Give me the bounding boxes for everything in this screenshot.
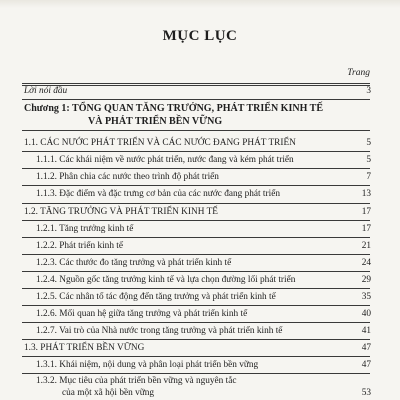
divider <box>22 305 370 306</box>
divider <box>22 356 370 357</box>
toc-entry-label: 1.2.6. Mối quan hệ giữa tăng trưởng và phát triển kinh tế <box>36 309 248 319</box>
toc-entry-label: 1.3.1. Khái niệm, nội dung và phân loại phát triển bền vững <box>36 360 259 370</box>
header-rule <box>22 83 370 86</box>
toc-entry-label: 1.2.4. Nguồn gốc tăng trưởng kinh tế và lựa chọn đường lối phát triển <box>36 275 296 285</box>
page-title: MỤC LỤC <box>162 28 238 44</box>
divider <box>22 288 370 289</box>
toc-entry-label: Lời nói đầu <box>24 86 68 96</box>
toc-entry-label: 1.1.3. Đặc điểm và đặc trưng cơ bản của các nước đang phát triển <box>36 189 280 199</box>
divider <box>22 130 370 131</box>
toc-entry-page: 41 <box>361 326 371 336</box>
divider <box>22 373 370 374</box>
toc-entry-label: 1.2.5. Các nhân tố tác động đến tăng trưởng và phát triển kinh tế <box>36 292 276 302</box>
toc-entry-page: 35 <box>361 292 371 302</box>
divider <box>22 271 370 272</box>
page-column-header: Trang <box>347 68 370 78</box>
divider <box>22 203 370 204</box>
divider <box>22 99 370 100</box>
divider <box>22 168 370 169</box>
toc-entry-page: 13 <box>361 189 371 199</box>
toc-entry-label: 1.2.3. Các thước đo tăng trưởng và phát triển kinh tế <box>36 258 232 268</box>
toc-entry-label: 1.3.2. Mục tiêu của phát triển bền vững và nguyên tắc <box>36 376 237 386</box>
toc-entry-label: 1.3. PHÁT TRIỂN BỀN VỮNG <box>24 343 145 353</box>
divider <box>22 185 370 186</box>
toc-entry-page: 21 <box>361 241 371 251</box>
toc-entry-page: 17 <box>361 207 371 217</box>
divider <box>22 220 370 221</box>
toc-entry-label: 1.2.7. Vai trò của Nhà nước trong tăng trưởng và phát triển kinh tế <box>36 326 283 336</box>
chapter-title-line-1: Chương 1: TỔNG QUAN TĂNG TRƯỞNG, PHÁT TRIỂN KINH TẾ <box>24 103 324 114</box>
toc-entry-page: 5 <box>366 138 371 148</box>
toc-entry-label: 1.2. TĂNG TRƯỞNG VÀ PHÁT TRIỂN KINH TẾ <box>24 207 218 217</box>
toc-entry-page: 3 <box>366 86 371 96</box>
toc-entry-label: 1.1.1. Các khái niệm về nước phát triển, nước đang và kém phát triển <box>36 155 294 165</box>
toc-entry-page: 40 <box>361 309 371 319</box>
toc-entry-label: 1.1. CÁC NƯỚC PHÁT TRIỂN VÀ CÁC NƯỚC ĐANG PHÁT TRIỂN <box>24 138 296 148</box>
toc-entry-page: 47 <box>361 343 371 353</box>
toc-entry-label: 1.1.2. Phân chia các nước theo trình độ phát triển <box>36 172 219 182</box>
divider <box>22 322 370 323</box>
toc-entry-page: 29 <box>361 275 371 285</box>
divider <box>22 254 370 255</box>
divider <box>22 151 370 152</box>
toc-entry-page: 5 <box>366 155 371 165</box>
toc-entry-page: 7 <box>366 172 371 182</box>
toc-entry-label: 1.2.1. Tăng trưởng kinh tế <box>36 224 134 234</box>
chapter-title-line-2: VÀ PHÁT TRIỂN BỀN VỮNG <box>88 116 223 127</box>
divider <box>22 237 370 238</box>
toc-entry-page: 47 <box>361 360 371 370</box>
toc-entry-label-cont: của một xã hội bền vững <box>62 388 155 398</box>
toc-entry-page: 53 <box>361 388 371 398</box>
page-top-edge <box>0 0 400 8</box>
toc-entry-page: 17 <box>361 224 371 234</box>
divider <box>22 339 370 340</box>
toc-entry-label: 1.2.2. Phát triển kinh tế <box>36 241 124 251</box>
toc-entry-page: 24 <box>361 258 371 268</box>
